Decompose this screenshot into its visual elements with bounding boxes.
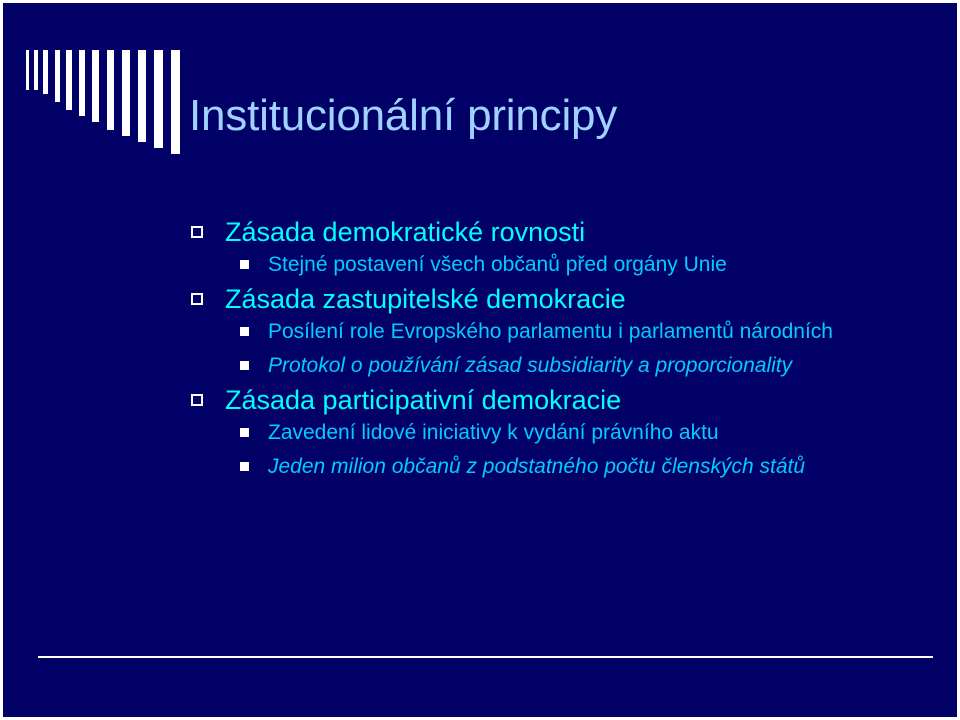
decorative-bar (138, 50, 146, 142)
decorative-bar (79, 50, 85, 116)
decorative-bar (43, 50, 48, 94)
footer-divider (38, 656, 933, 658)
hollow-square-bullet-icon (191, 394, 203, 406)
filled-square-bullet-icon (240, 361, 249, 370)
decorative-bar (66, 50, 72, 110)
level2-item (187, 250, 927, 280)
filled-square-bullet-icon (240, 327, 249, 336)
level2-item-text: Posílení role Evropského parlamentu i parlamentů národních (268, 320, 833, 343)
decorative-bar (122, 50, 130, 136)
level2-item (187, 317, 927, 347)
filled-square-bullet-icon (240, 462, 249, 471)
level1-item-text: Zásada participativní demokracie (225, 385, 622, 415)
slide-title: Institucionální principy (189, 91, 618, 140)
level1-item-text: Zásada demokratické rovnosti (225, 217, 586, 247)
decorative-bar (92, 50, 99, 122)
level1-item (187, 284, 927, 320)
level1-item-text: Zásada zastupitelské demokracie (225, 284, 626, 314)
decorative-bar (55, 50, 60, 102)
decorative-bar (154, 50, 163, 148)
decorative-bar (107, 50, 114, 130)
level2-item (187, 452, 927, 482)
slide-content (187, 217, 927, 486)
level1-item (187, 217, 927, 253)
filled-square-bullet-icon (240, 260, 249, 269)
level2-item-text: Protokol o používání zásad subsidiarity a proporcionality (268, 354, 793, 377)
slide (3, 3, 957, 717)
level2-item-text: Zavedení lidové iniciativy k vydání právního aktu (268, 421, 719, 444)
filled-square-bullet-icon (240, 428, 249, 437)
level2-item (187, 418, 927, 448)
hollow-square-bullet-icon (191, 226, 203, 238)
level2-item (187, 351, 927, 381)
decorative-bar (171, 50, 180, 154)
level1-item (187, 385, 927, 421)
decorative-bar (34, 50, 38, 90)
hollow-square-bullet-icon (191, 293, 203, 305)
level2-item-text: Jeden milion občanů z podstatného počtu členských států (268, 455, 806, 478)
level2-item-text: Stejné postavení všech občanů před orgány Unie (268, 253, 727, 276)
decorative-bar (26, 50, 29, 90)
